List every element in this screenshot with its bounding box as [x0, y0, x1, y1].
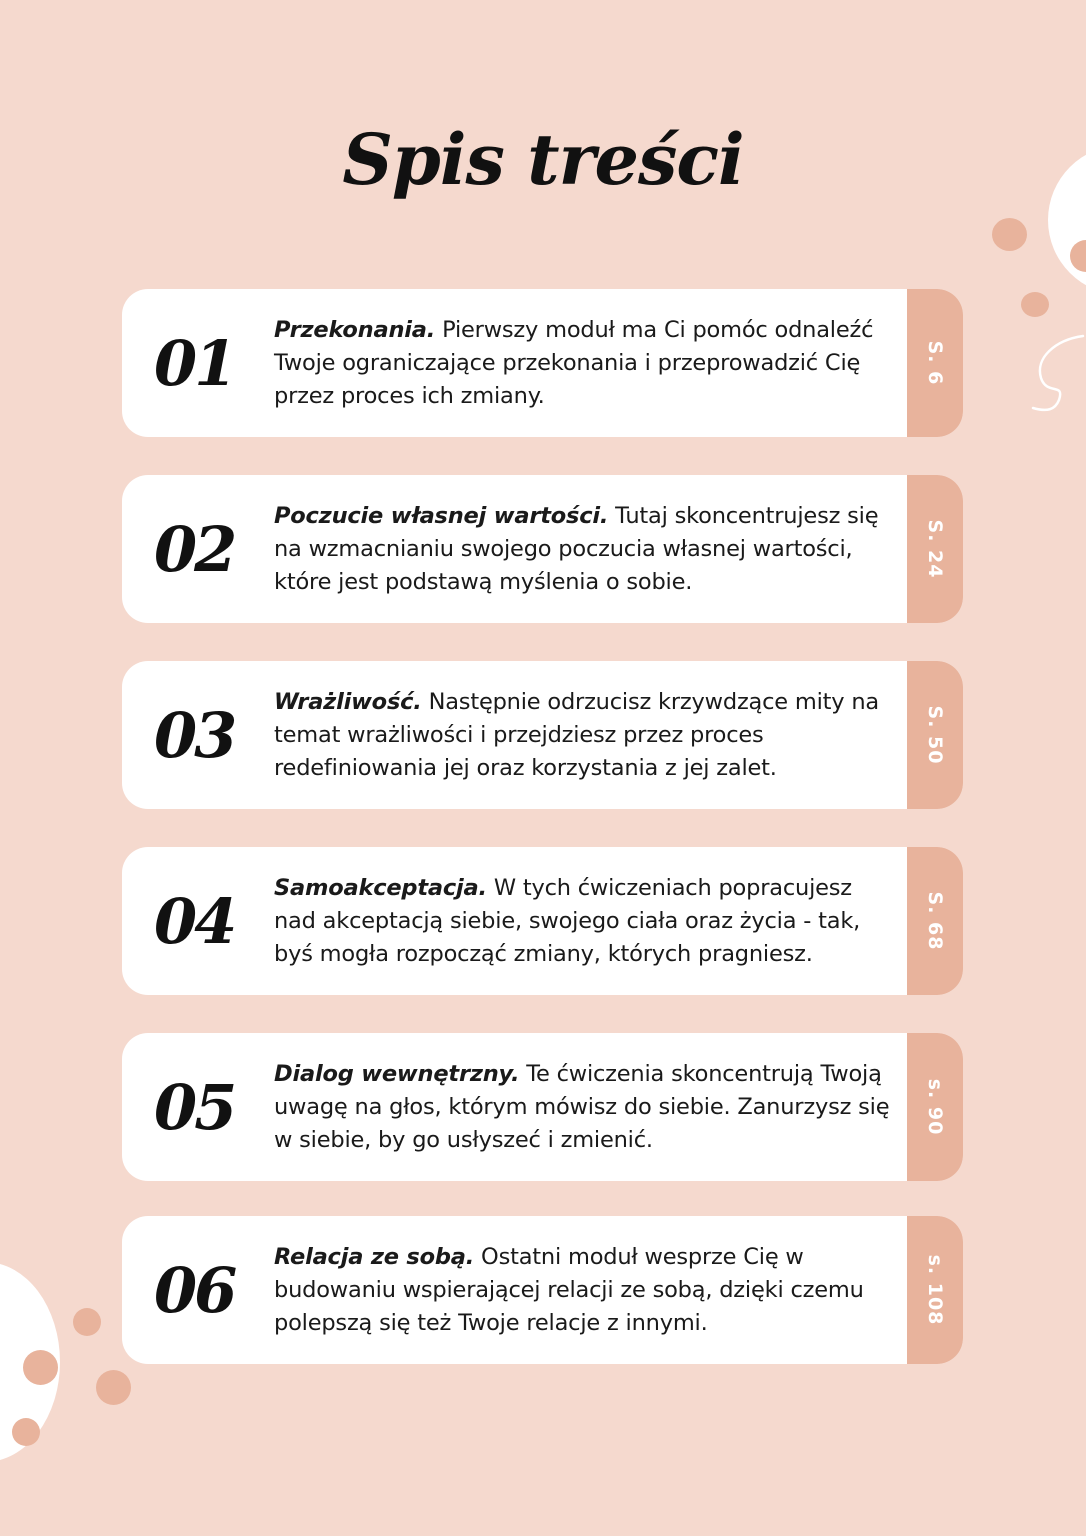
entry-description	[274, 1216, 899, 1364]
toc-entry[interactable]	[122, 1216, 963, 1364]
page-number: s. 108	[924, 1254, 946, 1326]
entry-heading: Wrażliwość.	[274, 688, 422, 715]
entry-number: 05	[154, 1070, 235, 1144]
entry-description	[274, 475, 899, 623]
decor-dot	[23, 1350, 58, 1385]
entry-heading: Samoakceptacja.	[274, 874, 487, 901]
entry-text: W tych ćwiczeniach popracujesz nad akceptacją siebie, swojego ciała oraz życia - tak, byś mogła rozpocząć zmiany, których pragniesz.	[274, 874, 861, 967]
page-number: S. 50	[924, 705, 946, 765]
page-number: S. 68	[924, 891, 946, 951]
entry-description	[274, 661, 899, 809]
decor-dot	[1021, 292, 1049, 317]
entry-description	[274, 847, 899, 995]
entry-number: 04	[154, 884, 235, 958]
page-number: s. 90	[924, 1078, 946, 1136]
toc-entry[interactable]	[122, 289, 963, 437]
entry-text: Pierwszy moduł ma Ci pomóc odnaleźć Twoje ograniczające przekonania i przeprowadzić Cię przez proces ich zmiany.	[274, 316, 874, 409]
entry-heading: Dialog wewnętrzny.	[274, 1060, 520, 1087]
toc-entry[interactable]	[122, 1033, 963, 1181]
entry-heading: Relacja ze sobą.	[274, 1243, 475, 1270]
entry-number: 06	[154, 1253, 235, 1327]
decor-squiggle	[1025, 330, 1086, 415]
entry-text: Tutaj skoncentrujesz się na wzmacnianiu swojego poczucia własnej wartości, które jest podstawą myślenia o sobie.	[274, 502, 879, 595]
page-number: S. 24	[924, 519, 946, 579]
page-tab	[907, 1216, 963, 1364]
entry-text: Te ćwiczenia skoncentrują Twoją uwagę na głos, którym mówisz do siebie. Zanurzysz się w siebie, by go usłyszeć i zmienić.	[274, 1060, 890, 1153]
toc-entry[interactable]	[122, 475, 963, 623]
page-title: Spis treści	[342, 118, 744, 201]
decor-dot	[96, 1370, 131, 1405]
entry-number: 01	[154, 326, 235, 400]
entry-heading: Poczucie własnej wartości.	[274, 502, 609, 529]
page-tab	[907, 1033, 963, 1181]
entry-text: Ostatni moduł wesprze Cię w budowaniu wspierającej relacji ze sobą, dzięki czemu polepszą się też Twoje relacje z innymi.	[274, 1243, 864, 1336]
entry-description	[274, 289, 899, 437]
page-number: S. 6	[924, 340, 946, 386]
page-tab	[907, 289, 963, 437]
toc-entry[interactable]	[122, 847, 963, 995]
page-tab	[907, 475, 963, 623]
page-tab	[907, 847, 963, 995]
entry-heading: Przekonania.	[274, 316, 436, 343]
toc-entry[interactable]	[122, 661, 963, 809]
decor-dot	[73, 1308, 101, 1336]
entry-number: 02	[154, 512, 235, 586]
entry-description	[274, 1033, 899, 1181]
page-tab	[907, 661, 963, 809]
decor-dot	[12, 1418, 40, 1446]
decor-dot	[992, 218, 1027, 251]
entry-number: 03	[154, 698, 235, 772]
entry-text: Następnie odrzucisz krzywdzące mity na temat wrażliwości i przejdziesz przez proces redefiniowania jej oraz korzystania z jej zalet.	[274, 688, 880, 781]
